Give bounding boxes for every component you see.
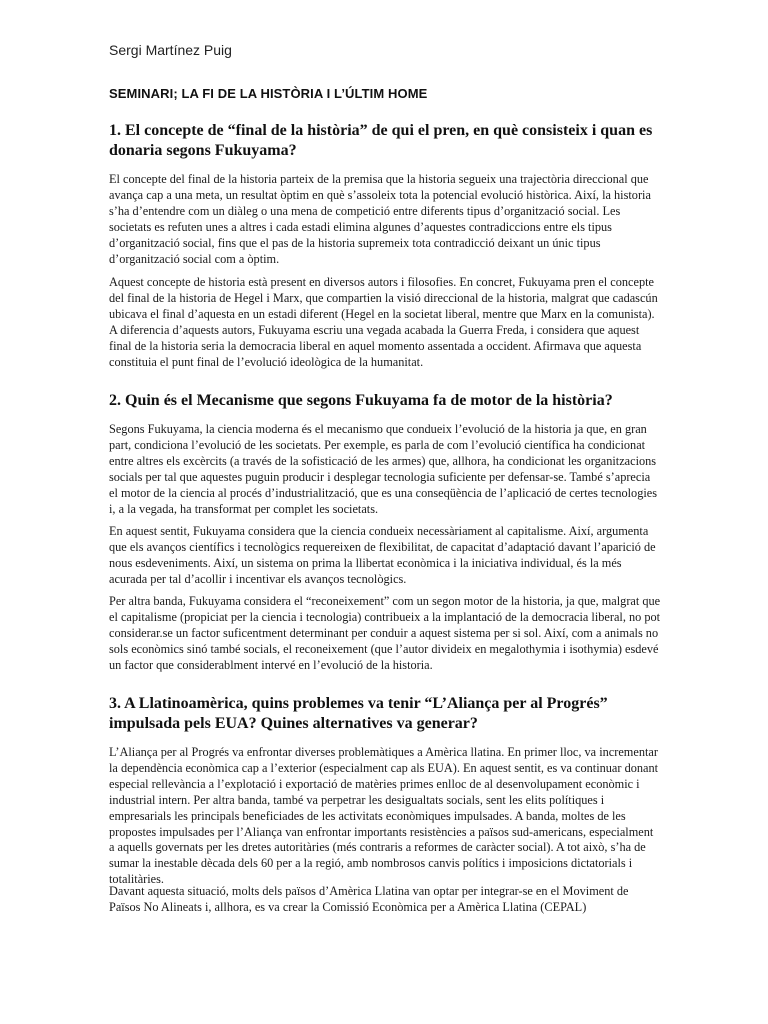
section-3-heading: 3. A Llatinoamèrica, quins problemes va tenir “L’Aliança per al Progrés” impulsada pels EUA? Quines alternatives va generar? xyxy=(109,695,608,732)
section-2-paragraph-3: Per altra banda, Fukuyama considera el “reconeixement” com un segon motor de la historia, ja que, malgrat que el capitalisme (propiciat per la ciencia i tecnologia) contribueix a la implantació de la democracia liberal, no pot considerar.se un factor suficentment determinant per conduir a aquest sistema per si sol. Així, com a animals no sols econòmics sinó també socials, el reconeixement (que l’autor divideix en megalothymia i isothymia) esdevé un factor que considerablment intervé en l’evolució de la historia. xyxy=(109,594,661,672)
section-2-paragraph-1: Segons Fukuyama, la ciencia moderna és el mecanismo que condueix l’evolució de la historia ja que, en gran part, condiciona l’evolució de les societats. Per exemple, es parla de com l’evolució científica ha condicionat entre altres els excèrcits (a través de la sofisticació de les armes) que, allhora, ha condicionat les organitzacions socials per tal que aquestes puguin producir i desplegar tecnologia suficiente per defensar-se. També s’aprecia el motor de la ciencia al procés d’industrialització, que es una conseqüència de l’aplicació de certes tecnologies i, a la vegada, ha transformat per complet les societats. xyxy=(109,422,657,516)
section-3-paragraph-1: L’Aliança per al Progrés va enfrontar diverses problemàtiques a Amèrica llatina. En primer lloc, va incrementar la dependència econòmica cap a l’exterior (especialment cap als EUA). En aquest sentit, es va continuar donant especial rellevància a l’explotació i exportació de matèries primes enlloc de al desenvolupament econòmic i industrial intern. Per altra banda, també va perpetrar les desigualtats socials, sent les elits polítiques i empresarials les principals beneficiades de les activitats econòmiques impulsades. A banda, moltes de les propostes impulsades per l’Aliança van enfrontar importants resistències a països sud-americans, especialment a aquells governats per les dretes autoritàries (més contraris a reformes de caràcter social). A tot això, s’ha de sumar la inestable dècada dels 60 per a la regió, amb nombrosos canvis polítics i imposicions dictatorials i totalitàries. xyxy=(109,745,659,887)
document-title: SEMINARI; LA FI DE LA HISTÒRIA I L’ÚLTIM HOME xyxy=(109,86,428,101)
section-1-heading: 1. El concepte de “final de la història” de qui el pren, en què consisteix i quan es donaria segons Fukuyama? xyxy=(109,122,653,159)
author-name: Sergi Martínez Puig xyxy=(109,42,232,58)
section-1-paragraph-2: Aquest concepte de historia està present en diversos autors i filosofies. En concret, Fukuyama pren el concepte del final de la historia de Hegel i Marx, que compartien la visió direccional de la historia, malgrat que cadascún ubicava el final d’aquesta en un estadi diferent (Hegel en la societat liberal, mentre que Marx en la comunista). A diferencia d’aquests autors, Fukuyama escriu una vegada acabada la Guerra Freda, i considera que aquest final de la historia seria la democracia liberal en aquel momento assentada a occident. Afirmava que aquesta constituia el punt final de l’evolució ideològica de la humanitat. xyxy=(109,275,658,369)
section-1-paragraph-1: El concepte del final de la historia parteix de la premisa que la historia segueix una trajectòria direccional que avança cap a una meta, un resultat òptim en què s’assoleix tota la potencial evolució històrica. Així, la historia s’ha d’entendre com un diàleg o una mena de competició entre diferents tipus d’organització social. Les societats es refuten unes a altres i cada estadi elimina algunes d’aquestes contradiccions entre els tipus d’organització social, fins que el pas de la historia supremeix tota contradicció deixant un únic tipus d’organització social com a òptim. xyxy=(109,172,651,266)
section-3-paragraph-2: Davant aquesta situació, molts dels països d’Amèrica Llatina van optar per integrar-se en el Moviment de Països No Alineats i, allhora, es va crear la Comissió Econòmica per a Amèrica Llatina (CEPAL) xyxy=(109,884,629,914)
section-2-heading: 2. Quin és el Mecanisme que segons Fukuyama fa de motor de la història? xyxy=(109,392,613,409)
section-2-paragraph-2: En aquest sentit, Fukuyama considera que la ciencia condueix necessàriament al capitalisme. Així, argumenta que els avanços científics i tecnològics requereixen de flexibilitat, de capacitat d’adaptació davant l’aparició de nous esdeveniments. Així, un sistema on prima la llibertat econòmica i la iniciativa individual, és la més acurada per tal d’acollir i incentivar els avanços tecnològics. xyxy=(109,524,656,586)
